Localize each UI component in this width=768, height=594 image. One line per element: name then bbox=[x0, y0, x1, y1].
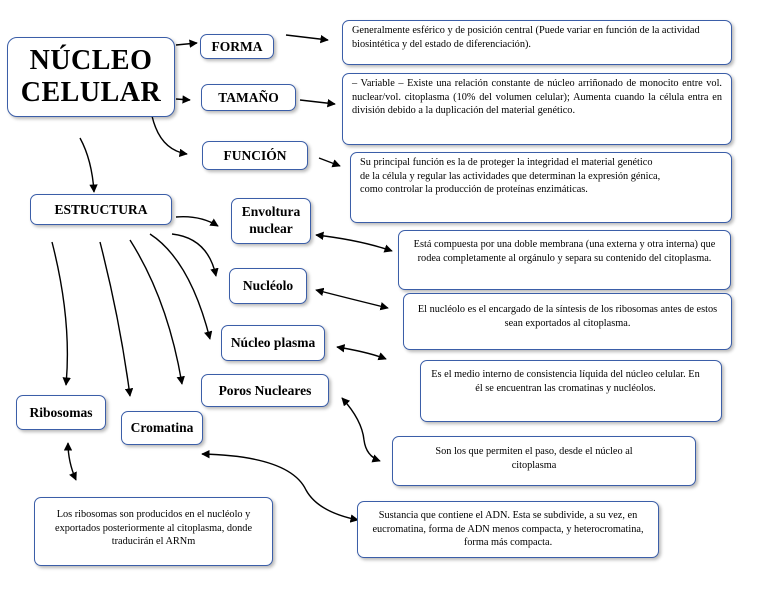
envoltura-node: Envoltura nuclear bbox=[231, 198, 311, 244]
arrow-estructura-ribosomas bbox=[52, 242, 67, 385]
title-line-2: CELULAR bbox=[20, 77, 162, 108]
title-box bbox=[7, 37, 175, 117]
ribosomas-description: Los ribosomas son producidos en el nucléolo y exportados posteriormente al citoplasma, donde traducirán el ARNm bbox=[34, 497, 273, 566]
arrow-title-estructura bbox=[80, 138, 94, 192]
arrow-estructura-nucleoplasma bbox=[150, 234, 210, 339]
tamano-description: – Variable – Existe una relación constante de núcleo arriñonado de monocito entre vol. nuclear/vol. citoplasma (10% del volumen celular); Aumenta cuando la célula entra en división debido a la duplicación del material genético. bbox=[342, 73, 732, 145]
arrow-nucleoplasma-desc bbox=[337, 347, 386, 359]
forma-node: FORMA bbox=[200, 34, 274, 59]
arrow-tamano-desc bbox=[300, 100, 335, 104]
arrow-envoltura-desc bbox=[316, 235, 392, 251]
poros-description: Son los que permiten el paso, desde el núcleo al citoplasma bbox=[392, 436, 696, 486]
nucleolo-description: El nucléolo es el encargado de la síntesis de los ribosomas antes de estos sean exportados al citoplasma. bbox=[403, 293, 732, 350]
envoltura-description: Está compuesta por una doble membrana (una externa y otra interna) que rodea completamente al orgánulo y separa su contenido del citoplasma. bbox=[398, 230, 731, 290]
arrow-title-tamano bbox=[176, 99, 190, 100]
nucleoplasma-node: Núcleo plasma bbox=[221, 325, 325, 361]
arrow-ribosomas-desc bbox=[68, 443, 76, 480]
estructura-node: ESTRUCTURA bbox=[30, 194, 172, 225]
ribosomas-node: Ribosomas bbox=[16, 395, 106, 430]
title-line-1: NÚCLEO bbox=[29, 45, 153, 76]
nucleolo-node: Nucléolo bbox=[229, 268, 307, 304]
funcion-description: Su principal función es la de proteger la integridad el material genético de la célula y regular las actividades que determinan la expresión génica, como controlar la producción de proteínas enzimáticas. bbox=[350, 152, 732, 223]
arrow-forma-desc bbox=[286, 35, 328, 40]
arrow-estructura-nucleolo bbox=[172, 234, 216, 276]
nucleoplasma-description: Es el medio interno de consistencia líquida del núcleo celular. En él se encuentran las cromatinas y nucléolos. bbox=[420, 360, 722, 422]
poros-node: Poros Nucleares bbox=[201, 374, 329, 407]
arrow-poros-desc bbox=[342, 398, 380, 461]
arrow-funcion-desc bbox=[319, 158, 340, 166]
cromatina-node: Cromatina bbox=[121, 411, 203, 445]
cromatina-description: Sustancia que contiene el ADN. Esta se subdivide, a su vez, en eucromatina, forma de ADN menos compacta, y heterocromatina, forma más compacta. bbox=[357, 501, 659, 558]
arrow-title-forma bbox=[176, 43, 197, 45]
arrow-estructura-cromatina bbox=[100, 242, 130, 396]
funcion-node: FUNCIÓN bbox=[202, 141, 308, 170]
arrow-estructura-envoltura bbox=[176, 217, 218, 226]
forma-description: Generalmente esférico y de posición central (Puede variar en función de la actividad biosintética y del estado de diferenciación). bbox=[342, 20, 732, 65]
arrow-estructura-poros bbox=[130, 240, 182, 384]
arrow-title-funcion bbox=[152, 116, 187, 154]
arrow-nucleolo-desc bbox=[316, 290, 388, 308]
tamano-node: TAMAÑO bbox=[201, 84, 296, 111]
